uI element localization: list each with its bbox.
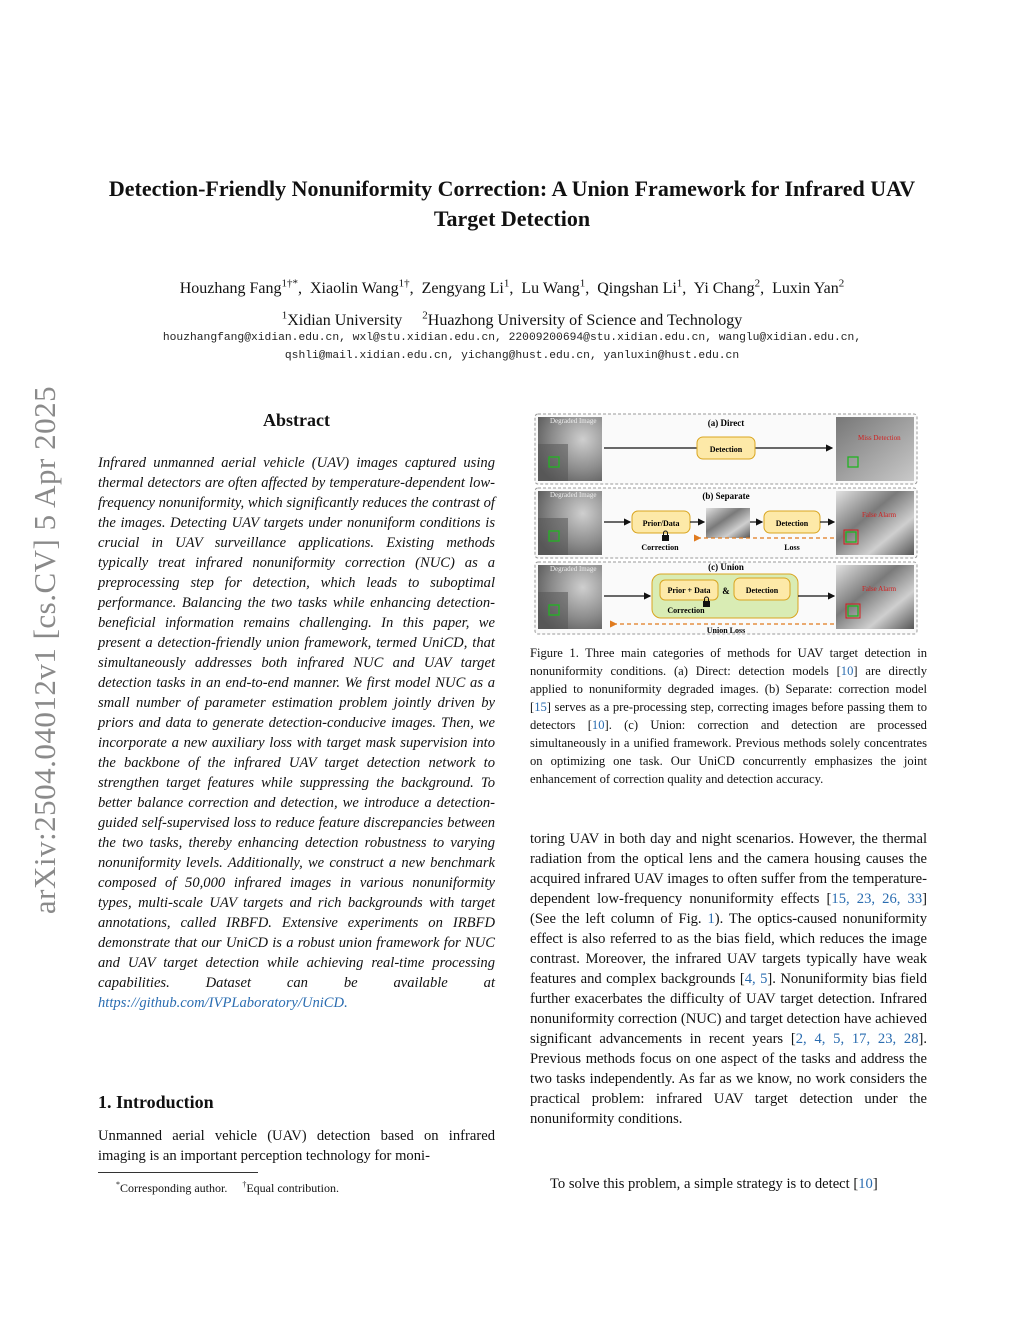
author: Lu Wang$^1$,: [521, 278, 590, 298]
false-alarm-label: False Alarm: [862, 511, 897, 519]
false-alarm-label: False Alarm: [862, 585, 897, 593]
citation-link[interactable]: 4, 5: [744, 971, 768, 987]
email-line: houzhangfang@xidian.edu.cn, wxl@stu.xidian.edu.cn, 22009200694@stu.xidian.edu.cn, wanglu@xidian.edu.cn,: [162, 332, 862, 344]
figure-link[interactable]: 1: [707, 911, 715, 927]
citation-link[interactable]: 15: [534, 700, 547, 714]
author-block: [90, 271, 934, 334]
arxiv-identifier: [20, 360, 70, 940]
miss-detection-label: Miss Detection: [858, 434, 901, 442]
footnote-divider: [98, 1172, 258, 1173]
figure-1-diagram: [534, 412, 918, 636]
detection-label: Detection: [775, 519, 809, 528]
result-image: [836, 491, 914, 555]
detection-label: Detection: [745, 586, 779, 595]
citation-link[interactable]: 10: [591, 718, 605, 732]
author: Luxin Yan$^2$: [772, 278, 845, 298]
detection-label: Detection: [709, 445, 743, 454]
arxiv-identifier-text: arXiv:2504.04012v1 [cs.CV] 5 Apr 2025: [27, 385, 63, 915]
introduction-text: Unmanned aerial vehicle (UAV) detection based on infrared imaging is an important perception technology for moni-: [98, 1128, 495, 1164]
introduction-heading: 1. Introduction: [98, 1092, 214, 1112]
paper-title: Detection-Friendly Nonuniformity Correction: A Union Framework for Infrared UAV Target Detection: [108, 176, 916, 231]
result-image: [836, 565, 914, 629]
footnote-corresponding: Corresponding author.: [120, 1181, 228, 1195]
footnote-equal: Equal contribution.: [246, 1181, 339, 1195]
affiliation: $^1$Xidian University: [281, 309, 403, 329]
prior-plus-data-label: Prior + Data: [667, 586, 711, 595]
degraded-image-label: Degraded Image: [550, 417, 597, 425]
ampersand: &: [722, 586, 730, 596]
author: Houzhang Fang$^{1\dagger*}$,: [179, 278, 302, 298]
union-title: (c) Union: [708, 562, 744, 572]
corrected-image: [706, 508, 750, 538]
correction-label: Correction: [667, 606, 705, 615]
affiliation: $^2$Huazhong University of Science and Technology: [422, 309, 743, 329]
introduction-continued: toring UAV in both day and night scenarios. However, the thermal radiation from the optical lens and the camera housing causes the acquired infrared UAV images to often suffer from the temperature-dependent low-frequency nonuniformity effects [15, 23, 26, 33] (See the left column of Fig. 1). The optics-caused nonuniformity effect is also referred to as the bias field, which reduces the image contrast. Moreover, the infrared UAV targets typically have weak features and complex backgrounds [4, 5]. Nonuniformity bias field further exacerbates the difficulty of UAV target detection. Infrared nonuniformity correction (NUC) and target detection have achieved significant advancements in recent years [2, 4, 5, 17, 23, 28]. Previous methods focus on one aspect of the tasks and address the two tasks independently. As far as we know, no work considers the practical problem: infrared UAV target detection under the nonuniformity conditions.: [530, 831, 928, 1127]
introduction-paragraph-2: To solve this problem, a simple strategy is to detect [10]: [550, 1176, 878, 1192]
citation-link[interactable]: 2, 4, 5, 17, 23, 28: [795, 1031, 919, 1047]
correction-label: Correction: [641, 543, 679, 552]
citation-link[interactable]: 10: [840, 664, 854, 678]
prior-data-label: Prior/Data: [642, 519, 680, 528]
lock-icon: [662, 535, 669, 541]
separate-title: (b) Separate: [702, 491, 750, 501]
author: Xiaolin Wang$^{1\dagger}$,: [310, 278, 414, 298]
abstract-text: Infrared unmanned aerial vehicle (UAV) images captured using thermal detectors are often affected by temperature-dependent low-frequency nonuniformity, which significantly reduces the contrast of the images. Detecting UAV targets under nonuniform conditions is crucial in UAV surveillance applications. Existing methods typically treat infrared nonuniformity correction (NUC) as a preprocessing step for detection, which leads to suboptimal performance. Balancing the two tasks while enhancing detection-beneficial information remains challenging. In this paper, we present a detection-friendly union framework, termed UniCD, that simultaneously addresses both infrared NUC and UAV target detection tasks in an end-to-end manner. We first model NUC as a small number of parameter estimation problem jointly driven by priors and data to generate detection-conducive images. Then, we incorporate a new auxiliary loss with target mask supervision into the backbone of the infrared UAV target detection network to strengthen target features while suppressing the background. To better balance correction and detection, we introduce a detection-guided self-supervised loss to reduce feature discrepancies between the two tasks, thereby enhancing detection robustness to varying nonuniformity levels. Additionally, we construct a new benchmark composed of 50,000 infrared images in various nonuniformity types, multi-scale UAV targets and rich backgrounds with target annotations, called IRBFD. Extensive experiments on IRBFD demonstrate that our UniCD is a robust union framework for NUC and UAV target detection while achieving real-time processing capabilities. Dataset can be available at https://github.com/IVPLaboratory/UniCD.: [98, 455, 495, 1011]
result-image: [836, 417, 914, 481]
email-list: [90, 329, 934, 365]
author-list: [90, 271, 934, 302]
figure-1-caption: Figure 1. Three main categories of methods for UAV target detection in nonuniformity conditions. (a) Direct: detection models [10] are directly applied to nonuniformity degraded images. (b) Separate: correction model [15] serves as a pre-processing step, correcting images before passing them to detectors [10]. (c) Union: correction and detection are processed simultaneously in a unified framework. Previous methods solely concentrates on optimizing one task. Our UniCD concurrently emphasizes the joint enhancement of correction quality and detection accuracy.: [530, 646, 928, 786]
abstract-heading: Abstract: [263, 410, 330, 430]
author: Zengyang Li$^1$,: [421, 278, 514, 298]
citation-link[interactable]: 15, 23, 26, 33: [831, 891, 923, 907]
loss-label: Loss: [784, 543, 800, 552]
union-loss-label: Union Loss: [706, 626, 746, 635]
dataset-link[interactable]: https://github.com/IVPLaboratory/UniCD.: [98, 995, 348, 1011]
citation-link[interactable]: 10: [858, 1176, 873, 1192]
email-line: qshli@mail.xidian.edu.cn, yichang@hust.edu.cn, yanluxin@hust.edu.cn: [284, 350, 740, 362]
author: Yi Chang$^2$,: [693, 278, 765, 298]
footnote: *Corresponding author. †Equal contribution.: [116, 1180, 339, 1195]
direct-title: (a) Direct: [707, 418, 745, 428]
author: Qingshan Li$^1$,: [597, 278, 687, 298]
degraded-image-label: Degraded Image: [550, 565, 597, 573]
degraded-image-label: Degraded Image: [550, 491, 597, 499]
